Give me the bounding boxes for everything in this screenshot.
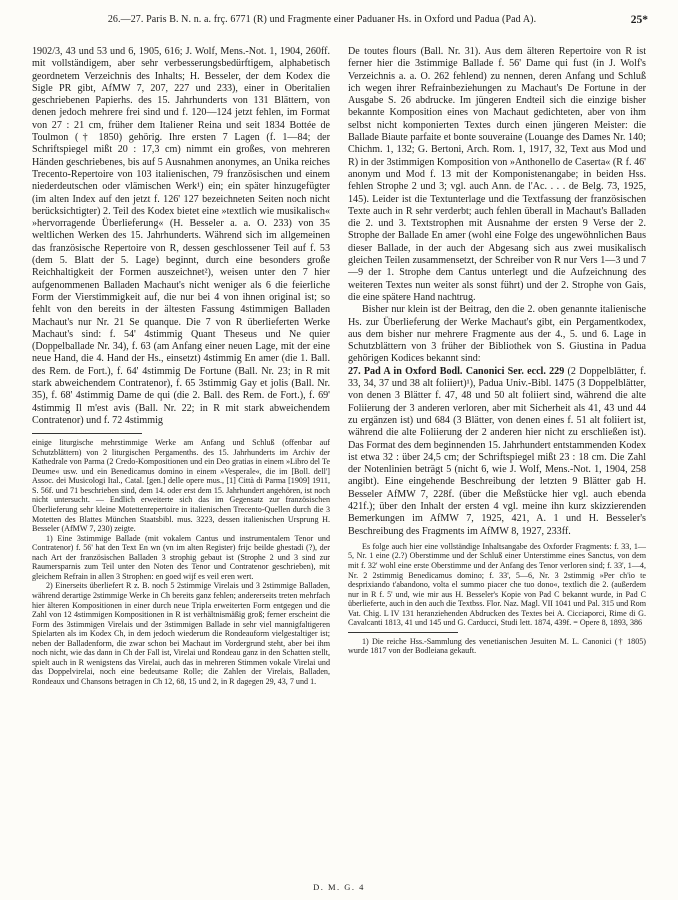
left-footnote-intro: einige liturgische mehrstimmige Werke am Anfang und Schluß (offenbar auf Schutzblättern) von 2 liturgischen Pergamenths. des 15. Jahrhunderts im Archiv der Kathedrale von Parma (2 Credo-Kompositionen und ein Deo gratias in einem »Libro del Te Deume« usw. und ein Benedicamus domino in einem »Vesperale«, die im [Boll. dell'] Assoc. dei Musicologi Ital., Catal. [gen.] delle opere mus., [1] Città di Parma [1909] 1911, S. 56f. und 71 beschrieben sind, dem 14. oder erst dem 15. Jahrhundert angehören, ist noch nicht untersucht. — Endlich erweiterte sich das im Gegensatz zur französischen Überlieferung sehr kleine Motettenrepertoire in italienischen Trecento-Quellen durch die 3 Motetten des Blattes München Staatsbibl. mus. 3223, dessen italienischen Ursprung H. Besseler (AfMW 7, 230) zeigte. [32,438,330,534]
right-body-paragraph-1: De toutes flours (Ball. Nr. 31). Aus dem älteren Repertoire von R ist ferner hier die 3stimmige Ballade f. 56' Dame qui fust (in J. Wolf's Verzeichnis a. a. O. 262 fehlend) zu nennen, deren Anfang und Schluß ich wegen ihrer Refrainbeziehungen zu Machaut's De Fortune in der Ausgabe S. 26 abdrucke. Im jüngeren Endteil sich die einzige bisher bekannte Komposition eines von Machaut gedichteten, aber von ihm selbst nicht komponierten Textes durch einen jüngeren Meister: die Ballade Biaute parfaite et bonte souveraine (Louange des Dames Nr. 140; Chichm. 1, 132; G. Bertoni, Arch. Rom. 1, 1917, 32, Text aus Mod und R) in der 3stimmigen Komposition von »Anthonello de Caserta« (R f. 46' anonym und Mod f. 13 mit der Komponistenangabe; in beiden Hss. fehlen Strophe 2 und 3; vgl. auch Ann. de l'Ac. . . . de Belg. 73, 1925, 145). Leider ist die Textunterlage und die Textfassung der französischen Texte auch in R sehr verderbt; auch fehlen überall in Machaut's Balladen die 2. und 3. Textstrophen mit Ausnahme der ersten 9 Verse der 2. Strophe der Ballade En amer (wohl eine Folge des ungewöhnlichen Baus dieser Ballade, in der auch der Abgesang sich aus zwei musikalisch gleichen Teilen zusammensetzt, der Schreiber von R nur Vers 1—3 und 7—9 der 1. Strophe dem Cantus unterlegt und die Aufzeichnung des weiteren Textes nun weiter als sonst führt) und der 2. Strophe von Gais, die eine spätere Hand nachtrug. [348,46,646,303]
right-column [348,46,646,656]
right-body-paragraph-2: Bisher nur klein ist der Beitrag, den die 2. oben genannte italienische Hs. zur Überlieferung der Werke Machaut's gibt, ein Pergamentkodex, aus dem bisher nur mehrere Fragmente aus der 4., 5. und 6. Lage in Schutzblättern von 3 früher der Bibliothek von S. Giustina in Padua gehörigen Kodices bekannt sind: [348,304,646,365]
right-body-paragraph-3 [348,366,646,538]
footnote-rule [32,433,142,434]
left-footnote-2: 2) Einerseits überliefert R z. B. noch 5 2stimmige Virelais und 3 2stimmige Balladen, während derartige 2stimmige Werke in Ch bereits ganz fehlen; andererseits treten mehrfach hier älteren Kompositionen in einer durch neue Tripla erweiterten Form entgegen und die Zahl von 12 4stimmigen Kompositionen in R ist verhältnismäßig groß; ferner erscheint die Form des 3stimmigen Virelais und der 3stimmigen Ballade in sehr viel mannigfaltigeren Spielarten als im Kodex Ch, in dem jedoch wiederum die Rondeauform vielgestaltiger ist; neben der Balladenform, die zwar schon bei Machaut im Vordergrund steht, aber bei ihm noch nicht, wie das dann in Ch der Fall ist, Virelai und Rondeau ganz in den Schatten stellt, spielt auch in R wenigstens das Virelai, auch das in mehreren Stimmen vokale Virelai und das Doppelvirelai, noch eine bedeutsame Rolle; die Zahlen der Virelais, Balladen, Rondeaux und Chansons betragen in Ch 12, 68, 15 und 2, in R dagegen 29, 43, 7 und 1. [32,581,330,686]
left-column [32,46,330,686]
running-header [36,12,648,30]
running-title: 26.—27. Paris B. N. n. a. frç. 6771 (R) und Fragmente einer Paduaner Hs. in Oxford und Padua (Pad A). [107,14,537,25]
left-footnote-1: 1) Eine 3stimmige Ballade (mit vokalem Cantus und instrumentalem Tenor und Contratenor) f. 56' hat den Text En wn (vn im alten Register) frijc beilde ghestadi (?), der nach Art der französischen Balladen 3 strophig gebaut ist (Strophe 2 und 3 sind zur Raumersparnis zum Teil unter den Noten des Tenor und Contratenor geschrieben), mit gleichem Refrain in allen 3 Strophen: en goed wijf es veil eren wert. [32,533,330,581]
left-body-paragraph: 1902/3, 43 und 53 und 6, 1905, 616; J. Wolf, Mens.-Not. 1, 1904, 260ff. mit vollständigem, aber sehr verbesserungsbedürftigem, alphabetisch geordnetem Verzeichnis des Inhalts; H. Besseler, der dem Kodex die Sigle PR gibt, AfMW 7, 207, 227 und 233), einer in Oberitalien geschriebenen Papierhs. des 15. Jahrhunderts von 131 Blättern, von denen jedoch mehrere frei sind und f. 120—124 jetzt fehlen, im Format von 27 : 21 cm, früher dem Italiener Reina und seit 1834 Bottée de Toulmon († 1850) gehörig. Ihre ersten 7 Lagen (f. 1—84; der Schriftspiegel mißt 20 : 17,3 cm) nimmt ein großes, von mehreren Händen geschriebenes, bis auf 5 Ausnahmen anonymes, an Unika reiches Trecento-Repertoire von 103 italienischen, 79 französischen und einem niederdeutschen oder vlämischen Werk¹) ein; ein später hinzugefügter (im alten Index auf den jetzt f. 126' 127 bezeichneten Seiten noch nicht berücksichtigter) 2. Teil des Kodex bietet eine »textlich wie musikalisch« »hervorragende Überlieferung« (H. Besseler a. a. O. 233) von 35 weltlichen Werken des 15. Jahrhunderts. Während sich im allgemeinen das französische Repertoire von R, dessen geschlossener Teil auf f. 53 (dem 5. Blatt der 5. Lage) beginnt, durch eine besonders große Reichhaltigkeit der Formen auszeichnet²), weisen unter den 7 hier aufgenommenen Balladen Machaut's nicht weniger als 6 die feierliche Form der Vierstimmigkeit auf, die nur bei 4 von ihnen original ist; so fehlt von den bereits in der ältesten Fassung 4stimmigen Balladen Machaut's nur Nr. 21 Se quanque. Die 7 von R überlieferten Werke Machaut's sind: f. 54' 4stimmig Quant Theseus und Ne quier (Doppelballade Nr. 34), f. 63 (am Anfang einer neuen Lage, mit der eine neue Hand, die 4. Hand der Hs., einsetzt) 4stimmig En amer (die 1. Ball. des Rem. de Fort.), f. 64' 4stimmig De Fortune (Ball. Nr. 23; in R mit stark abweichendem Contratenor), f. 65 3stimmig Gay et jolis (Ball. Nr. 35), f. 68' 4stimmig Dame de qui (die 2. Ball. des Rem. de Fort.), f. 69' 4stimmig Il m'est avis (Ball. Nr. 22; in R mit stark abweichendem Contratenor) und f. 72 4stimmig [32,46,330,426]
signature-mark: D. M. G. 4 [313,882,365,892]
footnote-rule [348,632,458,633]
section-heading: 27. Pad A in Oxford Bodl. Canonici Ser. eccl. 229 [348,365,565,377]
section-body: (2 Doppelblätter, f. 33, 34, 37 und 38 alt foliiert)¹), Padua Univ.-Bibl. 1475 (3 Doppelblätter, von denen 3 Blätter f. 47, 48 und 50 alt foliiert sind, während die alte Foliierung der 3 anderen verloren, aber mit Sicherheit als 41, 43 und 44 zu ergänzen ist) und 684 (3 Blätter, von denen eines f. 51 alt foliiert ist, während die alte Foliierung der 2 anderen hier nicht zu erschließen ist). Das Format des dem beginnenden 15. Jahrhundert entstammenden Kodex ist etwa 32 : über 24,5 cm; der Schriftspiegel mißt 23 : 18 cm. Die Zahl der Notenlinien beträgt 5 (nicht 6, wie J. Wolf, Mens.-Not. 1, 1904, 258 angibt). Eine eingehende Beschreibung der letzten 9 Blätter gab H. Besseler AfMW 7, 228f. (über die Meßstücke hier vgl. auch ebenda 421f.); über den Inhalt der ersten 4 vgl. meine ihn kurz skizzierenden Bemerkungen im AfMW 7, 1925, 421, A. 1 und H. Besseler's Beschreibung des Fragments im AfMW 8, 1927, 233ff. [348,365,646,537]
right-footnote-1: 1) Die reiche Hss.-Sammlung des venetianischen Jesuiten M. L. Canonici († 1805) wurde 1817 von der Bodleiana gekauft. [348,636,646,656]
page-number: 25* [630,14,648,26]
right-footnote-inventory: Es folge auch hier eine vollständige Inhaltsangabe des Oxforder Fragments: f. 33, 1—5, Nr. 1 eine (2.?) Oberstimme und der Schluß einer Unterstimme eines Sanctus, von dem mit f. 32' wohl eine erste Oberstimme und der Anfang des Tenor verloren sind; f. 33', 1—4, Nr. 2 2stimmig Benedicamus domino; f. 33', 5—6, Nr. 3 2stimmig »Per ch'io te desprixiando t'abandono, volta el summo piacer che tuo dono«, textlich die 2. (außerdem nur in R f. 5' und, wie mir aus H. Besseler's Kopie von Pad C bekannt wurde, in Pad C überlieferte, auch in den auch die Textbss. Flor. Naz. Magl. VII 1041 und Pal. 315 und Rom Vat. Chig. L IV 131 heranziehenden Abdrucken des Textes bei A. Cicciaporci, Rime di G. Cavalcanti 1813, 41 und 145 und G. Carducci, Studi lett. 1874, 439f. = Opere 8, 1893, 386 [348,541,646,628]
